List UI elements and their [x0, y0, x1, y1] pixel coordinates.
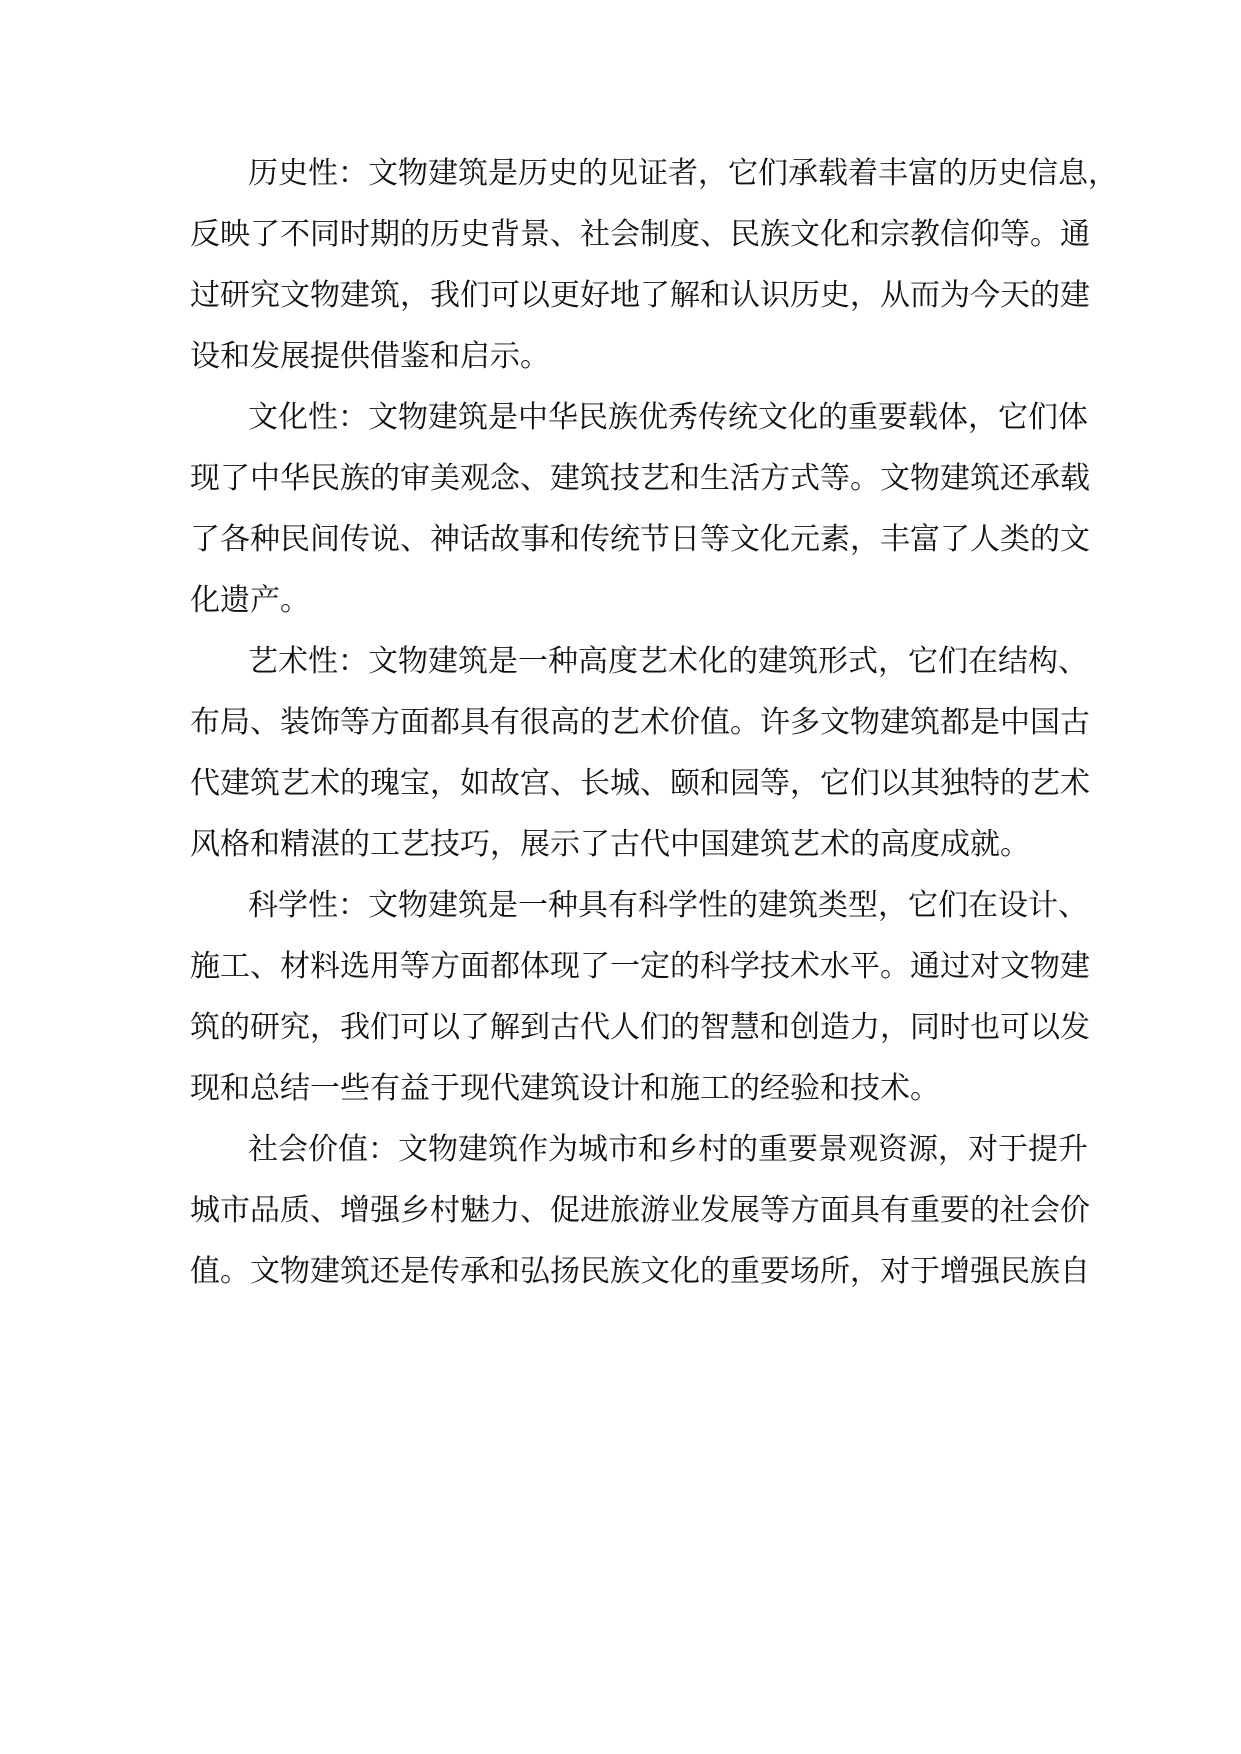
paragraph-line: 现了中华民族的审美观念、建筑技艺和生活方式等。文物建筑还承载: [190, 461, 1090, 496]
paragraph-line: 现和总结一些有益于现代建筑设计和施工的经验和技术。: [190, 1071, 940, 1106]
paragraph-line: 代建筑艺术的瑰宝，如故宫、长城、颐和园等，它们以其独特的艺术: [190, 766, 1090, 801]
paragraph-line: 过研究文物建筑，我们可以更好地了解和认识历史，从而为今天的建: [190, 278, 1090, 313]
paragraph-line: 历史性：文物建筑是历史的见证者，它们承载着丰富的历史信息，: [248, 156, 1118, 191]
paragraph-line: 设和发展提供借鉴和启示。: [190, 339, 550, 374]
paragraph-line: 文化性：文物建筑是中华民族优秀传统文化的重要载体，它们体: [248, 400, 1088, 435]
paragraph-line: 筑的研究，我们可以了解到古代人们的智慧和创造力，同时也可以发: [190, 1010, 1090, 1045]
paragraph-cultural: [190, 387, 1090, 631]
paragraph-line: 化遗产。: [190, 583, 310, 618]
paragraph-scientific: [190, 875, 1090, 1119]
paragraph-line: 施工、材料选用等方面都体现了一定的科学技术水平。通过对文物建: [190, 949, 1090, 984]
paragraph-line: 城市品质、增强乡村魅力、促进旅游业发展等方面具有重要的社会价: [190, 1193, 1090, 1228]
document-body: [190, 143, 1118, 1302]
paragraph-line: 值。文物建筑还是传承和弘扬民族文化的重要场所，对于增强民族自: [190, 1254, 1090, 1289]
paragraph-line: 了各种民间传说、神话故事和传统节日等文化元素，丰富了人类的文: [190, 522, 1090, 557]
paragraph-line: 科学性：文物建筑是一种具有科学性的建筑类型，它们在设计、: [248, 888, 1088, 923]
paragraph-line: 反映了不同时期的历史背景、社会制度、民族文化和宗教信仰等。通: [190, 217, 1090, 252]
paragraph-social-value: [190, 1119, 1090, 1302]
paragraph-line: 社会价值：文物建筑作为城市和乡村的重要景观资源，对于提升: [248, 1132, 1088, 1167]
paragraph-line: 艺术性：文物建筑是一种高度艺术化的建筑形式，它们在结构、: [248, 644, 1088, 679]
paragraph-line: 风格和精湛的工艺技巧，展示了古代中国建筑艺术的高度成就。: [190, 827, 1030, 862]
paragraph-artistic: [190, 631, 1090, 875]
paragraph-historical: [190, 143, 1118, 387]
paragraph-line: 布局、装饰等方面都具有很高的艺术价值。许多文物建筑都是中国古: [190, 705, 1090, 740]
